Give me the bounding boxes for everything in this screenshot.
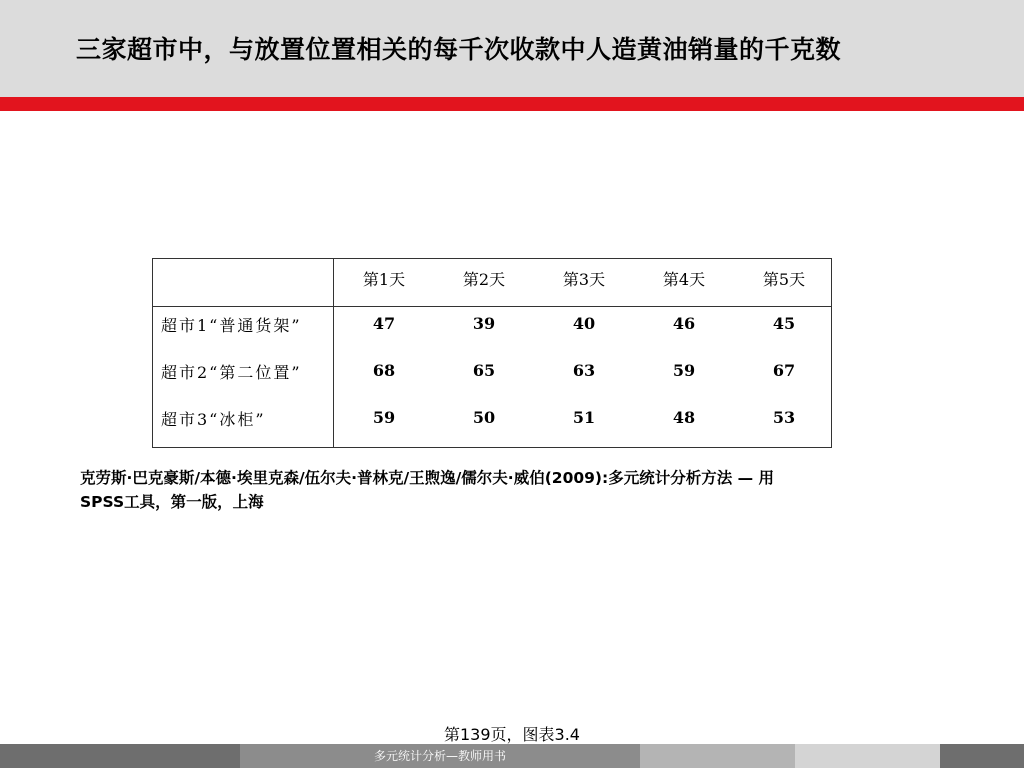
table-cell: 51 bbox=[572, 408, 596, 427]
slide-title: 三家超市中，与放置位置相关的每千次收款中人造黄油销量的千克数 bbox=[76, 35, 842, 64]
footer-segment bbox=[640, 744, 795, 768]
footer-label: 多元统计分析—教师用书 bbox=[373, 749, 506, 763]
table-cell: 67 bbox=[772, 361, 796, 380]
citation-line2: SPSS工具，第一版，上海 bbox=[80, 493, 264, 511]
table-cell: 63 bbox=[572, 361, 596, 380]
accent-bar bbox=[0, 97, 1024, 111]
footer-segment bbox=[0, 744, 240, 768]
column-header-day2: 第2天 bbox=[462, 270, 506, 289]
data-table bbox=[152, 258, 832, 448]
column-header-day5: 第5天 bbox=[762, 270, 806, 289]
header-bar bbox=[0, 0, 1024, 97]
column-header-day3: 第3天 bbox=[562, 270, 606, 289]
column-header-day1: 第1天 bbox=[362, 270, 406, 289]
table-cell: 59 bbox=[372, 408, 396, 427]
table-cell: 68 bbox=[372, 361, 396, 380]
figure-caption: 第139页，图表3.4 bbox=[444, 725, 580, 744]
table-cell: 40 bbox=[572, 314, 596, 333]
footer-segment bbox=[940, 744, 1024, 768]
citation bbox=[80, 466, 950, 514]
table-cell: 45 bbox=[772, 314, 796, 333]
table-cell: 47 bbox=[372, 314, 396, 333]
table-cell: 46 bbox=[672, 314, 696, 333]
citation-line1: 克劳斯·巴克豪斯/本德·埃里克森/伍尔夫·普林克/王煦逸/儒尔夫·威伯(2009):多元统计分析方法 — 用 bbox=[80, 469, 774, 487]
footer-segment bbox=[795, 744, 940, 768]
row-label-supermarket1: 超市1“普通货架” bbox=[161, 316, 302, 335]
table-cell: 50 bbox=[472, 408, 496, 427]
row-label-supermarket2: 超市2“第二位置” bbox=[161, 363, 302, 382]
table-cell: 53 bbox=[772, 408, 796, 427]
table-cell: 48 bbox=[672, 408, 696, 427]
table-divider-horizontal bbox=[153, 306, 831, 307]
column-header-day4: 第4天 bbox=[662, 270, 706, 289]
table-cell: 59 bbox=[672, 361, 696, 380]
table-cell: 65 bbox=[472, 361, 496, 380]
table-cell: 39 bbox=[472, 314, 496, 333]
row-label-supermarket3: 超市3“冰柜” bbox=[161, 410, 266, 429]
